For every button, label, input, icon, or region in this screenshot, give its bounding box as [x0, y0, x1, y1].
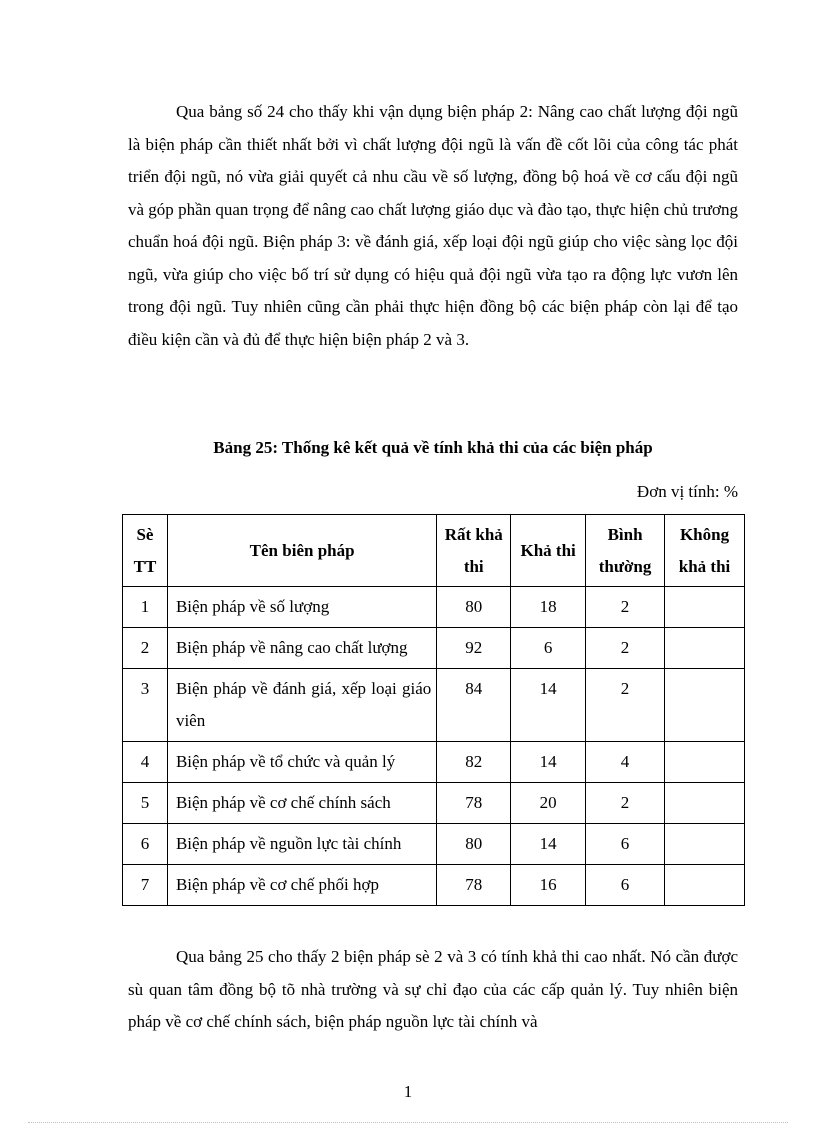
page-number: 1	[403, 1082, 413, 1101]
paragraph-intro: Qua bảng số 24 cho thấy khi vận dụng biện pháp 2: Nâng cao chất lượng đội ngũ là biện pháp cần thiết nhất bởi vì chất lượng đội ngũ là vấn đề cốt lõi của công tác phát triển đội ngũ, nó vừa giải quyết cả nhu cầu về số lượng, đồng bộ hoá về cơ cấu đội ngũ và góp phần quan trọng để nâng cao chất lượng giáo dục và đào tạo, thực hiện chủ trương chuẩn hoá đội ngũ. Biện pháp 3: về đánh giá, xếp loại đội ngũ giúp cho việc sàng lọc đội ngũ, vừa giúp cho việc bố trí sử dụng có hiệu quả đội ngũ vừa tạo ra động lực vươn lên trong đội ngũ. Tuy nhiên cũng cần phải thực hiện đồng bộ các biện pháp còn lại để tạo điều kiện cần và đủ để thực hiện biện pháp 2 và 3.	[128, 102, 738, 349]
cell-not-feasible	[665, 865, 745, 906]
cell-normal: 2	[586, 669, 665, 742]
cell-not-feasible	[665, 824, 745, 865]
paragraph-conclusion: Qua bảng 25 cho thấy 2 biện pháp sè 2 và 3 có tính khả thi cao nhất. Nó cần được sù quan tâm đồng bộ tõ nhà trường và sự chỉ đạo của các cấp quản lý. Tuy nhiên biện pháp về cơ chế chính sách, biện pháp nguồn lực tài chính và	[128, 947, 738, 1031]
cell-name: Biện pháp về cơ chế chính sách	[167, 783, 436, 824]
cell-stt: 3	[123, 669, 168, 742]
cell-stt: 6	[123, 824, 168, 865]
table-header-row	[123, 515, 745, 587]
header-very-feasible: Rất khả thi	[437, 515, 511, 587]
header-normal: Bình thường	[586, 515, 665, 587]
cell-name: Biện pháp về số lượng	[167, 587, 436, 628]
cell-name: Biện pháp về tổ chức và quản lý	[167, 742, 436, 783]
cell-not-feasible	[665, 669, 745, 742]
cell-very-feasible: 82	[437, 742, 511, 783]
cell-name: Biện pháp về đánh giá, xếp loại giáo viên	[167, 669, 436, 742]
cell-normal: 2	[586, 587, 665, 628]
table-row	[123, 783, 745, 824]
table-row	[123, 587, 745, 628]
cell-name: Biện pháp về cơ chế phối hợp	[167, 865, 436, 906]
cell-name: Biện pháp về nâng cao chất lượng	[167, 628, 436, 669]
cell-very-feasible: 92	[437, 628, 511, 669]
cell-normal: 4	[586, 742, 665, 783]
cell-stt: 7	[123, 865, 168, 906]
header-stt: Sè TT	[123, 515, 168, 587]
unit-label: Đơn vị tính: %	[636, 482, 738, 501]
cell-feasible: 6	[511, 628, 586, 669]
cell-name: Biện pháp về nguồn lực tài chính	[167, 824, 436, 865]
cell-feasible: 18	[511, 587, 586, 628]
cell-stt: 1	[123, 587, 168, 628]
header-feasible: Khả thi	[511, 515, 586, 587]
table-row	[123, 669, 745, 742]
cell-normal: 2	[586, 783, 665, 824]
header-name: Tên biên pháp	[167, 515, 436, 587]
table-caption: Bảng 25: Thống kê kết quả về tính khả thi của các biện pháp	[213, 438, 653, 457]
cell-feasible: 20	[511, 783, 586, 824]
cell-stt: 5	[123, 783, 168, 824]
header-not-feasible: Không khả thi	[665, 515, 745, 587]
cell-not-feasible	[665, 783, 745, 824]
cell-normal: 6	[586, 824, 665, 865]
cell-feasible: 14	[511, 669, 586, 742]
cell-very-feasible: 80	[437, 587, 511, 628]
table-row	[123, 628, 745, 669]
cell-not-feasible	[665, 587, 745, 628]
table-row	[123, 865, 745, 906]
cell-very-feasible: 80	[437, 824, 511, 865]
feasibility-table	[122, 514, 745, 906]
cell-feasible: 14	[511, 742, 586, 783]
table-row	[123, 824, 745, 865]
cell-very-feasible: 78	[437, 783, 511, 824]
cell-feasible: 14	[511, 824, 586, 865]
cell-very-feasible: 84	[437, 669, 511, 742]
cell-feasible: 16	[511, 865, 586, 906]
cell-stt: 4	[123, 742, 168, 783]
cell-stt: 2	[123, 628, 168, 669]
cell-normal: 6	[586, 865, 665, 906]
table-row	[123, 742, 745, 783]
cell-very-feasible: 78	[437, 865, 511, 906]
cell-not-feasible	[665, 628, 745, 669]
cell-normal: 2	[586, 628, 665, 669]
cell-not-feasible	[665, 742, 745, 783]
